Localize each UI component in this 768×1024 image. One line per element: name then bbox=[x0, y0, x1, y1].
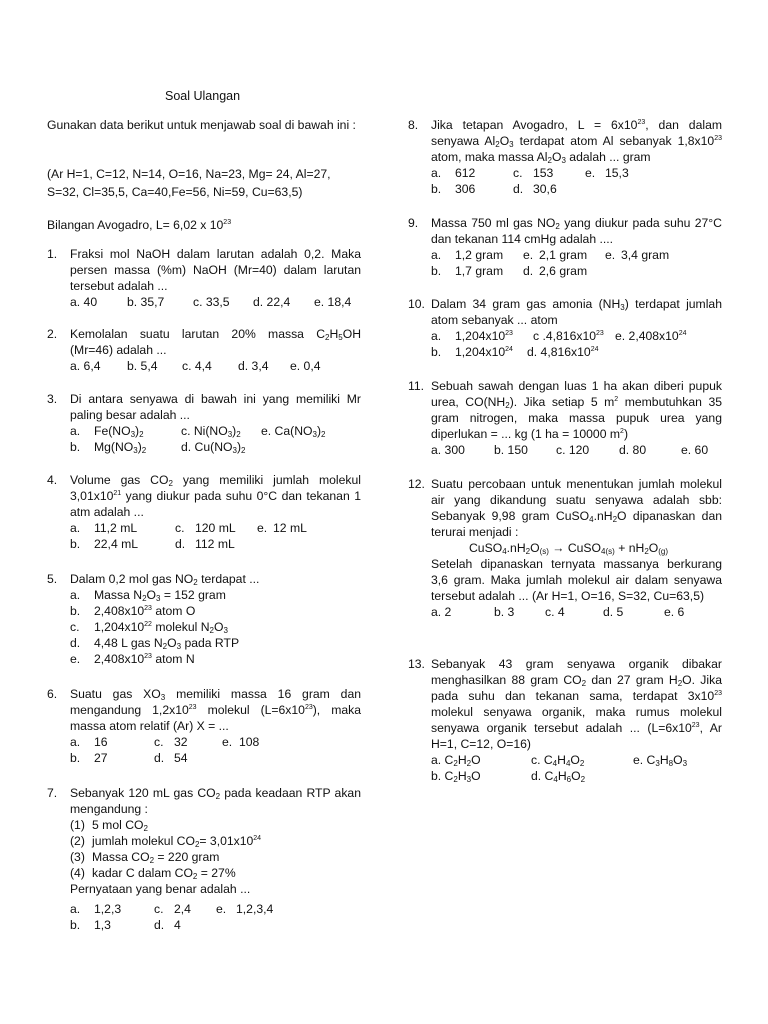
option-e[interactable]: 12 mL bbox=[273, 521, 307, 535]
instruction-text: Gunakan data berikut untuk menjawab soal di bawah ini : bbox=[47, 118, 356, 132]
option-e-letter: e. bbox=[605, 248, 616, 262]
question-5 bbox=[47, 571, 361, 667]
option-b[interactable]: b. 5,4 bbox=[127, 359, 158, 373]
statement-2: (2) jumlah molekul $CO_2= 3,01x10^{24}$ bbox=[70, 834, 262, 849]
option-b[interactable]: b. 35,7 bbox=[127, 295, 165, 309]
question-text: Massa 750 ml gas $NO_2$ yang diukur pada suhu 27°C dan tekanan 114 cmHg adalah .... bbox=[431, 216, 722, 246]
option-e-letter: e. bbox=[216, 902, 227, 916]
option-d[interactable]: 112 mL bbox=[195, 537, 235, 551]
question-text: Sebanyak 120 mL gas $CO_2$ pada keadaan RTP akan mengandung : bbox=[70, 786, 361, 816]
question-number: 10. bbox=[408, 297, 425, 311]
option-a[interactable]: 11,2 mL bbox=[94, 521, 138, 535]
option-e[interactable]: e. 6 bbox=[664, 605, 685, 619]
option-b-letter: b. bbox=[70, 440, 81, 454]
question-text: Jika tetapan Avogadro, $L = 6x10^{23}$, dan dalam senyawa $Al_2O_3$ terdapat atom Al sebanyak $1,8x10^{23}$ atom, maka massa $Al_2O_3$ adalah ... gram bbox=[431, 118, 722, 165]
option-d[interactable]: d. $C_4H_6O_2$ bbox=[531, 769, 586, 784]
question-3 bbox=[47, 391, 361, 455]
question-number: 3. bbox=[47, 392, 58, 406]
option-a-letter: a. bbox=[431, 166, 442, 180]
question-text-continued: Setelah dipanaskan ternyata massanya berkurang 3,6 gram. Maka jumlah molekul air dalam senyawa tersebut adalah ... (Ar H=1, O=16, S=32, Cu=63,5) bbox=[431, 557, 722, 603]
option-a[interactable]: 612 bbox=[455, 166, 476, 180]
option-e[interactable]: 3,4 gram bbox=[621, 248, 670, 262]
option-b[interactable]: $1,204x10^{24}$ bbox=[455, 345, 513, 359]
option-b-letter: b. bbox=[431, 264, 442, 278]
avogadro-constant: Bilangan Avogadro, L= 6,02 x $10^{23}$ bbox=[47, 218, 232, 232]
question-11 bbox=[408, 378, 722, 458]
option-a[interactable]: $1,204x10^{23}$ bbox=[455, 329, 513, 343]
question-prompt: Pernyataan yang benar adalah ... bbox=[70, 882, 251, 896]
option-d-letter: d. bbox=[175, 537, 186, 551]
statement-1: (1) 5 mol $CO_2$ bbox=[70, 818, 148, 833]
option-d[interactable]: d. $4,816x10^{24}$ bbox=[527, 345, 599, 359]
option-d[interactable]: d. 3,4 bbox=[238, 359, 269, 373]
option-e-letter: e. bbox=[222, 735, 233, 749]
question-text: Suatu percobaan untuk menentukan jumlah molekul air yang dikandung suatu senyawa adalah sbb: Sebanyak 9,98 gram $CuSO_4.nH_2O$ dipanaskan dan terurai menjadi : bbox=[431, 477, 723, 539]
option-e[interactable]: e. 18,4 bbox=[314, 295, 352, 309]
option-d[interactable]: 4 bbox=[174, 918, 181, 932]
option-a[interactable]: a. $C_2H_2O$ bbox=[431, 753, 481, 768]
question-12 bbox=[408, 476, 722, 620]
option-d[interactable]: d. $Cu(NO_3)_2$ bbox=[181, 440, 246, 455]
option-b-letter: b. bbox=[431, 345, 442, 359]
option-c-letter: e. bbox=[523, 248, 534, 262]
option-b[interactable]: 1,3 bbox=[94, 918, 111, 932]
option-e[interactable]: 15,3 bbox=[605, 166, 629, 180]
question-8 bbox=[408, 117, 722, 197]
option-b[interactable]: b. 150 bbox=[494, 443, 528, 457]
option-d-letter: d. bbox=[154, 918, 165, 932]
option-b[interactable]: b. $C_2H_3O$ bbox=[431, 769, 481, 784]
option-a[interactable]: a. 6,4 bbox=[70, 359, 101, 373]
option-e[interactable]: e. $2,408x10^{23}$ atom N bbox=[70, 652, 195, 666]
option-c[interactable]: c. 33,5 bbox=[193, 295, 230, 309]
question-text: Dalam 0,2 mol gas $NO_2$ terdapat ... bbox=[70, 572, 260, 587]
question-number: 7. bbox=[47, 786, 58, 800]
option-b[interactable]: b. $2,408x10^{23}$ atom O bbox=[70, 604, 196, 618]
question-13 bbox=[408, 656, 722, 784]
option-c[interactable]: 153 bbox=[533, 166, 554, 180]
option-a[interactable]: 1,2,3 bbox=[94, 902, 122, 916]
option-c[interactable]: c. 4,4 bbox=[182, 359, 212, 373]
option-e[interactable]: e. 0,4 bbox=[290, 359, 321, 373]
option-b[interactable]: 1,7 gram bbox=[455, 264, 504, 278]
question-number: 8. bbox=[408, 118, 419, 132]
option-d[interactable]: 54 bbox=[174, 751, 188, 765]
option-d[interactable]: d. 22,4 bbox=[253, 295, 291, 309]
option-a[interactable]: a. Massa $N_2O_3 = 152$ gram bbox=[70, 588, 226, 603]
option-a-letter: a. bbox=[70, 902, 81, 916]
question-number: 6. bbox=[47, 687, 58, 701]
question-2 bbox=[47, 326, 361, 374]
statement-4: (4) kadar C dalam $CO_2 = 27\%$ bbox=[70, 866, 236, 881]
question-text: Fraksi mol NaOH dalam larutan adalah 0,2. Maka persen massa (%m) NaOH (Mr=40) dalam larutan tersebut adalah ... bbox=[70, 247, 361, 293]
option-c[interactable]: c. $C_4H_4O_2$ bbox=[531, 753, 585, 768]
question-text: Suatu gas $XO_3$ memiliki massa 16 gram dan mengandung $1,2x10^{23}$ molekul $(L=6x10^{23})$, maka massa atom relatif (Ar) X = ... bbox=[70, 687, 362, 733]
option-c[interactable]: 32 bbox=[174, 735, 188, 749]
question-text: Kemolalan suatu larutan 20% massa $C_2H_5OH$ (Mr=46) adalah ... bbox=[70, 327, 361, 357]
option-a-letter: a. bbox=[70, 521, 81, 535]
option-a[interactable]: 1,2 gram bbox=[455, 248, 504, 262]
reaction-equation: $CuSO_4.nH_2O_{(s)}$ → CuSO$_{4(s)}$ + $nH_2O_{(g)}$ bbox=[469, 541, 669, 556]
option-a[interactable]: 16 bbox=[94, 735, 108, 749]
option-d[interactable]: d. 4,48 L gas $N_2O_3$ pada RTP bbox=[70, 636, 240, 651]
option-a-letter: a. bbox=[431, 248, 442, 262]
question-6 bbox=[47, 686, 361, 766]
option-a-letter: a. bbox=[70, 735, 81, 749]
option-c-letter: c. bbox=[154, 902, 164, 916]
option-a[interactable]: a. 40 bbox=[70, 295, 98, 309]
option-a[interactable]: a. 300 bbox=[431, 443, 465, 457]
option-b-letter: b. bbox=[431, 182, 442, 196]
option-e[interactable]: e. $2,408x10^{24}$ bbox=[615, 329, 687, 343]
option-c[interactable]: 2,4 bbox=[174, 902, 191, 916]
question-number: 2. bbox=[47, 327, 58, 341]
option-e[interactable]: 1,2,3,4 bbox=[236, 902, 274, 916]
option-b[interactable]: 27 bbox=[94, 751, 108, 765]
question-1 bbox=[47, 246, 361, 310]
option-b-letter: b. bbox=[70, 918, 81, 932]
question-text: Di antara senyawa di bawah ini yang memiliki Mr paling besar adalah ... bbox=[70, 392, 361, 422]
option-d-letter: d. bbox=[513, 182, 524, 196]
option-d[interactable]: d. 5 bbox=[603, 605, 624, 619]
option-c[interactable]: c. $Ni(NO_3)_2$ bbox=[181, 424, 241, 439]
option-c[interactable]: c. $1,204x10^{22}$ molekul $N_2O_3$ bbox=[70, 620, 228, 635]
question-text: Dalam 34 gram gas amonia $(NH_3)$ terdapat jumlah atom sebanyak ... atom bbox=[431, 297, 722, 327]
question-9 bbox=[408, 215, 722, 279]
option-a-letter: a. bbox=[70, 424, 81, 438]
option-e[interactable]: e. $Ca(NO_3)_2$ bbox=[261, 424, 326, 439]
question-number: 13. bbox=[408, 657, 425, 671]
option-a-letter: a. bbox=[431, 329, 442, 343]
option-d[interactable]: d. 80 bbox=[619, 443, 647, 457]
option-c[interactable]: c. 4 bbox=[545, 605, 565, 619]
option-c[interactable]: c $.4,816x10^{23}$ bbox=[533, 329, 604, 343]
option-e-letter: e. bbox=[257, 521, 268, 535]
option-e[interactable]: e. 60 bbox=[681, 443, 709, 457]
option-c[interactable]: c. 120 bbox=[556, 443, 590, 457]
option-b[interactable]: $Mg(NO_3)_2$ bbox=[94, 440, 147, 455]
option-b-letter: b. bbox=[70, 537, 81, 551]
question-text: Volume gas $CO_2$ yang memiliki jumlah molekul $3,01x10^{21}$ yang diukur pada suhu 0°C dan tekanan 1 atm adalah ... bbox=[70, 473, 361, 519]
question-7 bbox=[47, 785, 361, 933]
option-e[interactable]: 108 bbox=[239, 735, 260, 749]
question-text: Sebuah sawah dengan luas 1 ha akan diberi pupuk urea, $CO(NH_2)$. Jika setiap 5 $m^2$ membutuhkan 35 gram nitrogen, maka massa pupuk urea yang diperlukan = ... kg (1 ha = 10000 $m^2$) bbox=[431, 379, 723, 441]
option-c-letter: c. bbox=[175, 521, 185, 535]
option-e[interactable]: e. $C_3H_8O_3$ bbox=[633, 753, 688, 768]
question-number: 11. bbox=[408, 379, 425, 393]
option-c[interactable]: 120 mL bbox=[195, 521, 236, 535]
option-b[interactable]: 306 bbox=[455, 182, 476, 196]
statement-3: (3) Massa $CO_2 = 220$ gram bbox=[70, 850, 220, 865]
option-d-letter: d. bbox=[523, 264, 534, 278]
option-d[interactable]: 30,6 bbox=[533, 182, 557, 196]
page-title: Soal Ulangan bbox=[165, 89, 241, 103]
option-b[interactable]: b. 3 bbox=[494, 605, 515, 619]
question-number: 5. bbox=[47, 572, 58, 586]
option-c-letter: c. bbox=[513, 166, 523, 180]
option-c-letter: c. bbox=[154, 735, 164, 749]
question-10 bbox=[408, 296, 722, 360]
question-number: 1. bbox=[47, 247, 58, 261]
option-c[interactable]: 2,1 gram bbox=[539, 248, 588, 262]
option-b-letter: b. bbox=[70, 751, 81, 765]
option-d-letter: d. bbox=[154, 751, 165, 765]
option-a[interactable]: $Fe(NO_3)_2$ bbox=[94, 424, 144, 439]
option-a[interactable]: a. 2 bbox=[431, 605, 452, 619]
question-number: 4. bbox=[47, 473, 58, 487]
question-number: 9. bbox=[408, 216, 419, 230]
option-b[interactable]: 22,4 mL bbox=[94, 537, 139, 551]
option-e-letter: e. bbox=[585, 166, 596, 180]
ar-data-line1: (Ar H=1, C=12, N=14, O=16, Na=23, Mg= 24, Al=27, bbox=[47, 167, 331, 181]
ar-data-line2: S=32, Cl=35,5, Ca=40,Fe=56, Ni=59, Cu=63,5) bbox=[47, 185, 303, 199]
question-number: 12. bbox=[408, 477, 425, 491]
question-text: Sebanyak 43 gram senyawa organik dibakar menghasilkan 88 gram $CO_2$ dan 27 gram $H_2O$. Jika pada suhu dan tekanan sama, terdapat $3x10^{23}$ molekul senyawa organik, maka rumus molekul senyawa organik tersebut adalah ... ($L=6x10^{23}$, Ar H=1, C=12, O=16) bbox=[431, 657, 722, 751]
question-4 bbox=[47, 472, 361, 552]
option-d[interactable]: 2,6 gram bbox=[539, 264, 588, 278]
